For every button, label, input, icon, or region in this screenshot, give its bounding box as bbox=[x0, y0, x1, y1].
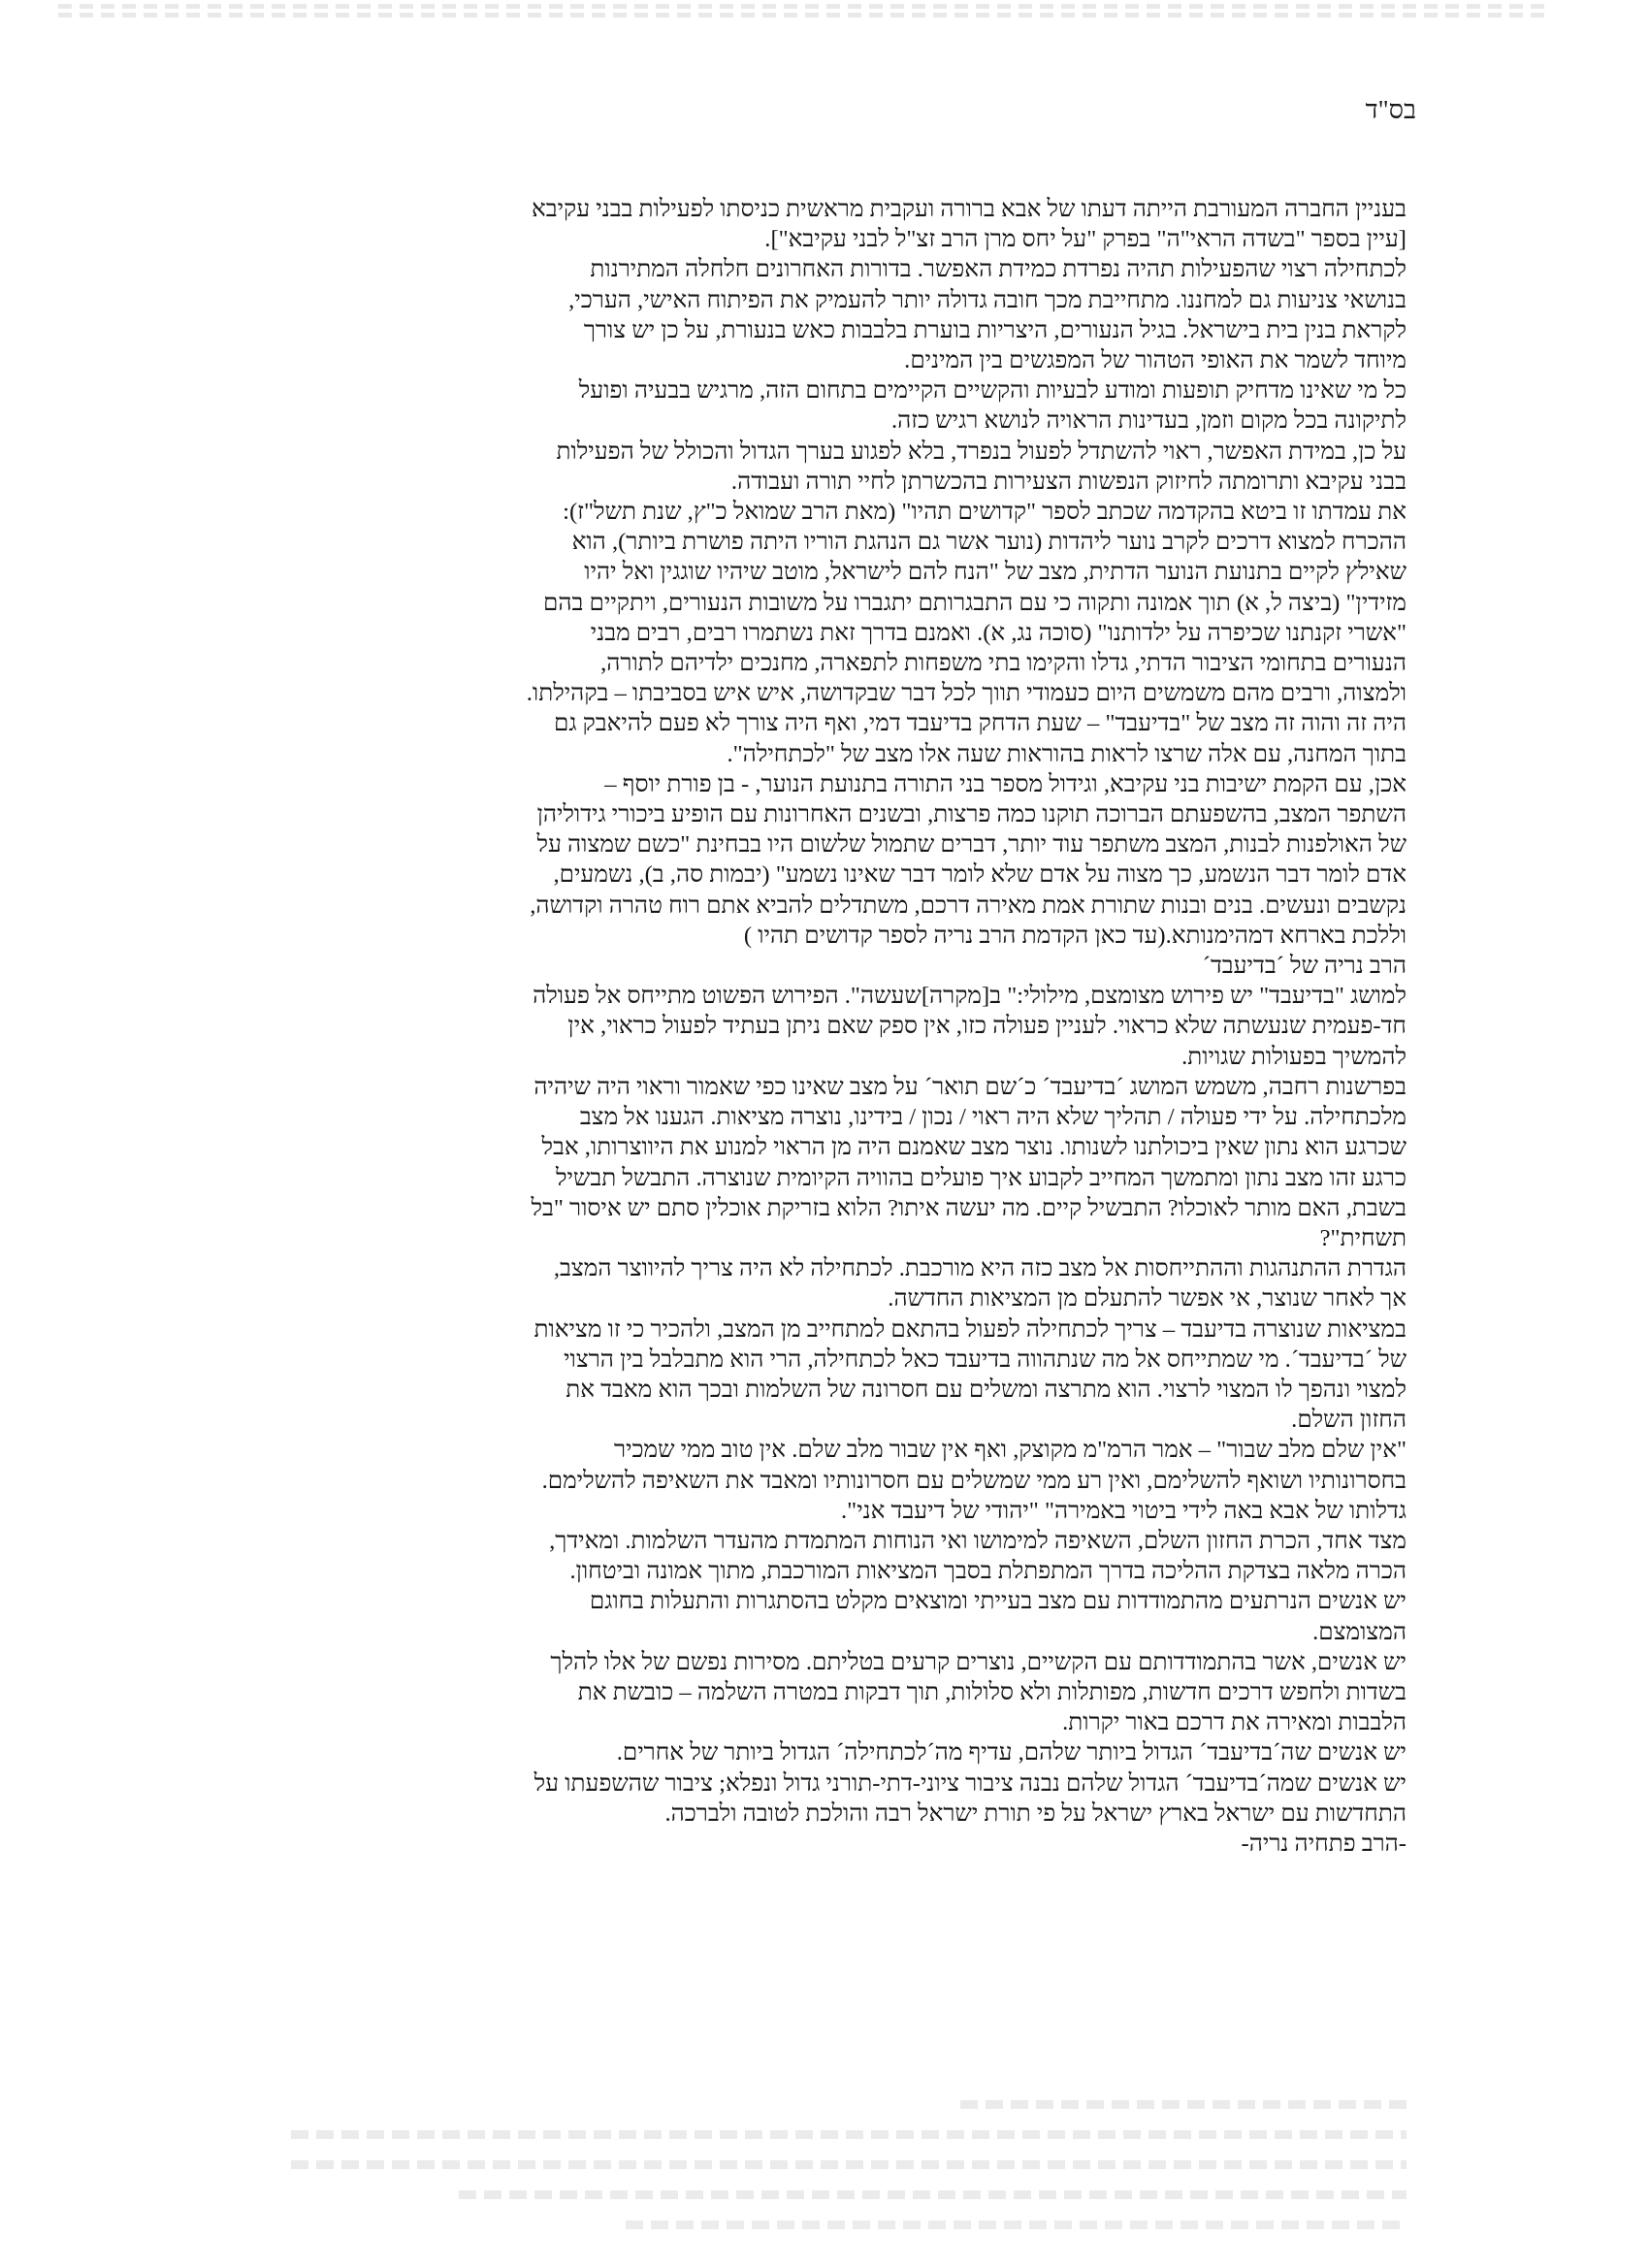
text-line: החזון השלם. bbox=[1291, 1407, 1406, 1434]
text-line: של ´בדיעבד´. מי שמתייחס אל מה שנתהווה בדיעבד כאל לכתחילה, הרי הוא מתבלבל בין הרצוי bbox=[564, 1345, 1406, 1373]
text-line: אכן, עם הקמת ישיבות בני עקיבא, וגידול מספר בני התורה בתנועת הנוער, - בן פורת יוסף – bbox=[604, 770, 1406, 797]
text-line: יש אנשים שה´בדיעבד´ הגדול ביותר שלהם, עדיף מה´לכתחילה´ הגדול ביותר של אחרים. bbox=[616, 1739, 1406, 1766]
bleed-through-top bbox=[58, 0, 1552, 27]
text-line: להמשיך בפעולות שגויות. bbox=[1181, 1043, 1406, 1070]
text-line: יש אנשים, אשר בהתמודדותם עם הקשיים, נוצרים קרעים בטליתם. מסירות נפשם של אלו להלך bbox=[550, 1648, 1406, 1675]
text-line: נקשבים ונעשים. בנים ובנות שתורת אמת מאירה דרכם, משתדלים להביא אתם רוח טהרה וקדושה, bbox=[530, 891, 1406, 919]
header-besiyata-dishmaya: בס"ד bbox=[1365, 95, 1416, 124]
text-line: לקראת בנין בית בישראל. בגיל הנעורים, היצריות בוערת בלבבות כאש בנעורת, על כן יש צורך bbox=[583, 316, 1406, 343]
text-line: על כן, במידת האפשר, ראוי להשתדל לפעול בנפרד, בלא לפגוע בערך הגדול והכולל של הפעילות bbox=[556, 437, 1406, 465]
document-body bbox=[291, 194, 1406, 1859]
text-line: שכרגע הוא נתון שאין ביכולתנו לשנותו. נוצר מצב שאמנם היה מן הראוי למנוע את היווצרותו, אבל bbox=[541, 1134, 1406, 1161]
text-line: היה זה והוה זה מצב של "בדיעבד" – שעת הדחק בדיעבד דמי, ואף היה צורך לא פעם להיאבק גם bbox=[553, 710, 1406, 737]
text-line: הנעורים בתחומי הציבור הדתי, גדלו והקימו בתי משפחות לתפארה, מחנכים ילדיהם לתורה, bbox=[600, 650, 1406, 677]
text-line: למושג "בדיעבד" יש פירוש מצומצם, מילולי:" ב[מקרה]שעשה". הפירוש הפשוט מתייחס אל פעולה bbox=[533, 983, 1406, 1010]
text-line: חד-פעמית שנעשתה שלא כראוי. לעניין פעולה כזו, אין ספק שאם ניתן בעתיד לפעול כראוי, אין bbox=[567, 1013, 1406, 1040]
text-line: בבני עקיבא ותרומתה לחיזוק הנפשות הצעירות בהכשרתן לחיי תורה ועבודה. bbox=[730, 468, 1406, 495]
text-line: מצד אחד, הכרת החזון השלם, השאיפה למימושו ואי הנוחות המתמדת מהעדר השלמות. ומאידך, bbox=[549, 1527, 1406, 1554]
text-line: בפרשנות רחבה, משמש המושג ´בדיעבד´ כ´שם תואר´ על מצב שאינו כפי שאמור וראוי היה שיהיה bbox=[534, 1073, 1406, 1100]
text-line: שאילץ לקיים בתנועת הנוער הדתית, מצב של "הנח להם לישראל, מוטב שיהיו שוגגין ואל יהיו bbox=[584, 559, 1406, 586]
text-line: הלבבות ומאירה את דרכם באור יקרות. bbox=[1062, 1709, 1406, 1736]
text-line: וללכת בארחא דמהימנותא.(עד כאן הקדמת הרב נריה לספר קדושים תהיו ) bbox=[743, 922, 1406, 949]
text-line: בשבת, האם מותר לאוכלו? התבשיל קיים. מה יעשה איתו? הלוא בזריקת אוכלין סתם יש איסור "בל bbox=[531, 1194, 1406, 1221]
text-line: מזידין" (ביצה ל, א) תוך אמונה ותקוה כי עם התבגרותם יתגברו על משובות הנעורים, ויתקיים בהם bbox=[543, 589, 1406, 616]
text-line: מיוחד לשמר את האופי הטהור של המפגשים בין המינים. bbox=[904, 347, 1406, 374]
text-line: מלכתחילה. על ידי פעולה / תהליך שלא היה ראוי / נכון / בידינו, נוצרה מציאות. הגענו אל מצב bbox=[579, 1104, 1406, 1131]
text-line: הגדרת ההתנהגות וההתייחסות אל מצב כזה היא מורכבת. לכתחילה לא היה צריך להיווצר המצב, bbox=[553, 1255, 1406, 1282]
text-line: של האולפנות לבנות, המצב משתפר עוד יותר, דברים שתמול שלשום היו בבחינת "כשם שמצוה על bbox=[536, 831, 1406, 859]
text-line: יש אנשים שמה´בדיעבד´ הגדול שלהם נבנה ציבור ציוני-דתי-תורני גדול ונפלא; ציבור שהשפעתו על bbox=[534, 1769, 1406, 1797]
text-line: הרב נריה של ´בדיעבד´ bbox=[1202, 953, 1406, 980]
text-line: לכתחילה רצוי שהפעילות תהיה נפרדת כמידת האפשר. בדורות האחרונים חלחלה המתירנות bbox=[590, 256, 1406, 283]
text-line: יש אנשים הנרתעים מהתמודדות עם מצב בעייתי ומוצאים מקלט בהסתגרות והתעלות בחוגם bbox=[589, 1588, 1406, 1615]
text-line: לתיקונה בכל מקום וזמן, בעדינות הראויה לנושא רגיש כזה. bbox=[890, 407, 1406, 435]
text-line: כל מי שאינו מדחיק תופעות ומודע לבעיות והקשיים הקיימים בתחום הזה, מרגיש בבעיה ופועל bbox=[578, 377, 1406, 405]
text-line: כרגע זהו מצב נתון ומתמשך המחייב לקבוע איך פועלים בהוויה הקיומית שנוצרה. התבשל תבשיל bbox=[556, 1164, 1406, 1191]
text-line: [עיין בספר "בשדה הראי"ה" בפרק "על יחס מרן הרב זצ"ל לבני עקיבא"]. bbox=[764, 226, 1406, 253]
text-line: ולמצוה, ורבים מהם משמשים היום כעמודי תווך לכל דבר שבקדושה, איש איש בסביבתו – בקהילתו. bbox=[526, 680, 1406, 707]
text-line: במציאות שנוצרה בדיעבד – צריך לכתחילה לפעול בהתאם למתחייב מן המצב, ולהכיר כי זו מציאות bbox=[534, 1315, 1406, 1343]
text-line: בתוך המחנה, עם אלה שרצו לראות בהוראות שעה אלו מצב של "לכתחילה". bbox=[727, 740, 1406, 767]
text-line: המצומצם. bbox=[1312, 1618, 1406, 1645]
text-line: אך לאחר שנוצר, אי אפשר להתעלם מן המציאות החדשה. bbox=[888, 1285, 1406, 1312]
text-line: "אין שלם מלב שבור" – אמר הרמ"מ מקוצק, ואף אין שבור מלב שלם. אין טוב ממי שמכיר bbox=[613, 1437, 1406, 1464]
text-line: את עמדתו זו ביטא בהקדמה שכתב לספר "קדושים תהיו" (מאת הרב שמואל כ"ץ, שנת תשל"ז): bbox=[563, 499, 1406, 526]
text-line: השתפר המצב, בהשפעתם הברוכה תוקנו כמה פרצות, ובשנים האחרונות עם הופיע ביכורי גידוליהן bbox=[536, 801, 1406, 828]
bleed-through-bottom bbox=[291, 2100, 1406, 2251]
text-line: גדלותו של אבא באה לידי ביטוי באמירה" "יהודי של דיעבד אני". bbox=[841, 1497, 1406, 1524]
text-line: אדם לומר דבר הנשמע, כך מצוה על אדם שלא לומר דבר שאינו נשמע" (יבמות סה, ב), נשמעים, bbox=[553, 861, 1406, 889]
text-line: "אשרי זקנתנו שכיפרה על ילדותנו" (סוכה נג, א). ואמנם בדרך זאת נשתמרו רבים, רבים מבני bbox=[590, 619, 1406, 646]
text-line: בנושאי צניעות גם למחננו. מתחייבת מכך חובה גדולה יותר להעמיק את הפיתוח האישי, הערכי, bbox=[568, 286, 1406, 313]
text-line: ההכרח למצוא דרכים לקרב נוער ליהדות (נוער אשר גם הנהגת הוריו היתה פושרת ביותר), הוא bbox=[571, 529, 1406, 556]
text-line: למצוי ונהפך לו המצוי לרצוי. הוא מתרצה ומשלים עם חסרונה של השלמות ובכך הוא מאבד את bbox=[566, 1376, 1406, 1403]
text-line: בחסרונותיו ושואף להשלימם, ואין רע ממי שמשלים עם חסרונותיו ומאבד את השאיפה להשלימם. bbox=[541, 1467, 1406, 1494]
text-line: בעניין החברה המעורבת הייתה דעתו של אבא ברורה ועקבית מראשית כניסתו לפעילות בבני עקיבא bbox=[531, 196, 1406, 222]
text-line: בשדות ולחפש דרכים חדשות, מפותלות ולא סלולות, תוך דבקות במטרה השלמה – כובשת את bbox=[577, 1678, 1406, 1705]
text-line: התחדשות עם ישראל בארץ ישראל על פי תורת ישראל רבה והולכת לטובה ולברכה. bbox=[664, 1799, 1406, 1827]
text-line: הכרה מלאה בצדקת ההליכה בדרך המתפתלת בסבך המציאות המורכבת, מתוך אמונה וביטחון. bbox=[569, 1558, 1406, 1585]
text-line: -הרב פתחיה נריה- bbox=[1241, 1830, 1406, 1857]
text-line: תשחית"? bbox=[1319, 1224, 1406, 1251]
